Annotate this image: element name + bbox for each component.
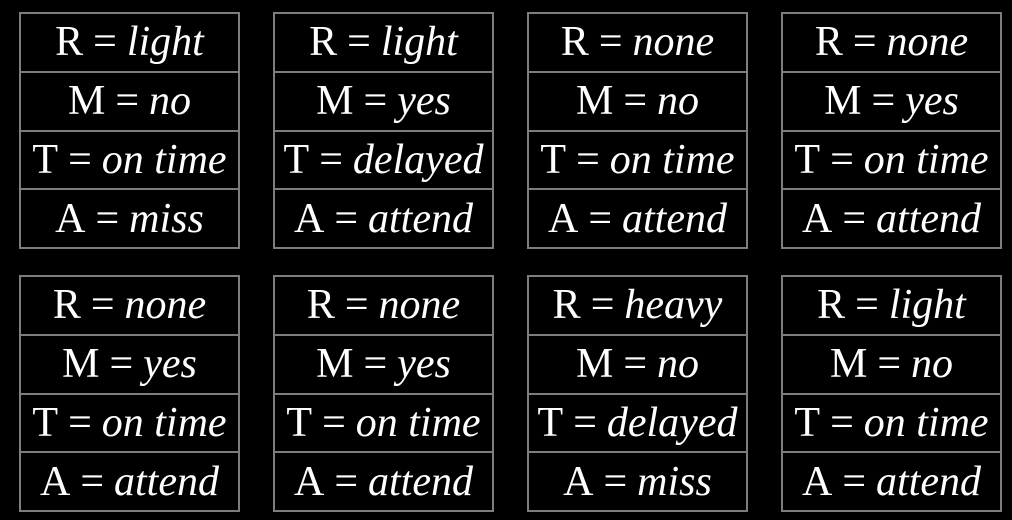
equals-sign: = [855,282,879,329]
variable-value: yes [905,78,959,125]
world-card-1 [19,12,240,249]
equals-sign: = [347,19,371,66]
variable-value: no [657,341,700,388]
assignment-row [783,336,1000,395]
world-card-5 [19,275,240,512]
equals-sign: = [68,399,92,446]
world-card-4 [781,12,1002,249]
variable-value: light [888,282,966,329]
variable-value: yes [397,341,451,388]
variable-value: none [886,19,969,66]
assignment-row [275,132,492,191]
assignment-row [529,395,746,454]
equals-sign: = [573,399,597,446]
variable-letter: R [52,282,81,329]
assignment-row [529,73,746,132]
variable-value: delayed [606,399,738,446]
variable-value: no [911,341,954,388]
variable-letter: T [794,399,821,446]
variable-letter: M [316,78,354,125]
variable-letter: A [293,195,325,242]
variable-value: no [657,78,700,125]
assignment-row [275,73,492,132]
variable-value: miss [129,195,204,242]
assignment-row [275,336,492,395]
variable-value: delayed [352,136,484,183]
equals-sign: = [852,19,877,66]
assignment-row [529,277,746,336]
world-card-2 [273,12,494,249]
variable-value: miss [637,458,712,505]
equals-sign: = [588,195,613,242]
equals-sign: = [80,458,105,505]
world-card-8 [781,275,1002,512]
variable-letter: A [39,458,71,505]
variable-value: heavy [624,282,723,329]
equals-sign: = [842,195,867,242]
assignment-row [783,14,1000,73]
equals-sign: = [115,78,140,125]
variable-letter: M [67,78,106,125]
assignment-row [783,73,1000,132]
variable-value: attend [114,458,219,505]
variable-value: on time [355,399,481,446]
assignment-row [275,395,492,454]
variable-letter: T [540,136,567,183]
equals-sign: = [319,136,343,183]
equals-sign: = [623,78,648,125]
variable-letter: R [817,282,846,329]
equals-sign: = [871,78,896,125]
variable-value: attend [622,195,727,242]
variable-value: attend [368,195,473,242]
equals-sign: = [334,458,359,505]
world-card-7 [527,275,748,512]
variable-letter: R [306,282,335,329]
variable-letter: M [829,341,868,388]
variable-value: light [380,19,458,66]
variable-letter: A [801,195,833,242]
variable-letter: A [563,458,594,505]
variable-value: yes [397,78,451,125]
assignment-row [21,277,238,336]
variable-letter: A [55,195,86,242]
equals-sign: = [344,282,369,329]
assignment-row [529,132,746,191]
assignment-row [21,190,238,247]
variable-letter: T [283,136,310,183]
assignment-row [21,132,238,191]
assignment-row [21,73,238,132]
assignment-row [21,395,238,454]
assignment-row [21,453,238,510]
variable-letter: T [537,399,564,446]
variable-letter: A [801,458,833,505]
variable-value: on time [101,136,227,183]
assignment-row [529,336,746,395]
assignment-row [783,395,1000,454]
variable-value: none [124,282,207,329]
equals-sign: = [68,136,92,183]
equals-sign: = [623,341,648,388]
variable-letter: T [32,136,59,183]
equals-sign: = [842,458,867,505]
variable-letter: R [560,19,589,66]
equals-sign: = [93,19,117,66]
variable-value: none [378,282,461,329]
equals-sign: = [95,195,120,242]
equals-sign: = [576,136,600,183]
variable-value: no [149,78,192,125]
variable-letter: M [575,78,614,125]
equals-sign: = [109,341,134,388]
equals-sign: = [590,282,615,329]
equals-sign: = [334,195,359,242]
assignment-row [21,336,238,395]
variable-value: attend [876,195,981,242]
variable-letter: A [547,195,579,242]
variable-value: on time [863,136,989,183]
equals-sign: = [363,341,388,388]
assignment-row [529,453,746,510]
assignment-row [783,277,1000,336]
assignment-row [21,14,238,73]
assignment-row [275,453,492,510]
assignment-row [529,14,746,73]
world-card-3 [527,12,748,249]
variable-letter: R [552,282,581,329]
variable-value: attend [876,458,981,505]
equals-sign: = [598,19,623,66]
equals-sign: = [830,399,854,446]
variable-value: attend [368,458,473,505]
variable-letter: T [32,399,59,446]
variable-value: on time [863,399,989,446]
equals-sign: = [363,78,388,125]
equals-sign: = [90,282,115,329]
equals-sign: = [603,458,628,505]
variable-letter: A [293,458,325,505]
variable-value: light [126,19,204,66]
variable-value: on time [101,399,227,446]
variable-value: on time [609,136,735,183]
assignment-row [529,190,746,247]
variable-letter: M [316,341,354,388]
assignment-row [783,132,1000,191]
assignment-row [275,277,492,336]
variable-letter: M [62,341,100,388]
variable-letter: R [309,19,338,66]
variable-value: yes [143,341,197,388]
variable-letter: T [286,399,313,446]
world-card-6 [273,275,494,512]
variable-value: none [632,19,715,66]
variable-letter: R [814,19,843,66]
equals-sign: = [877,341,902,388]
variable-letter: R [55,19,84,66]
assignment-row [783,190,1000,247]
assignment-row [275,190,492,247]
assignment-row [783,453,1000,510]
assignment-row [275,14,492,73]
variable-letter: M [824,78,862,125]
equals-sign: = [322,399,346,446]
variable-letter: M [575,341,614,388]
variable-letter: T [794,136,821,183]
equals-sign: = [830,136,854,183]
